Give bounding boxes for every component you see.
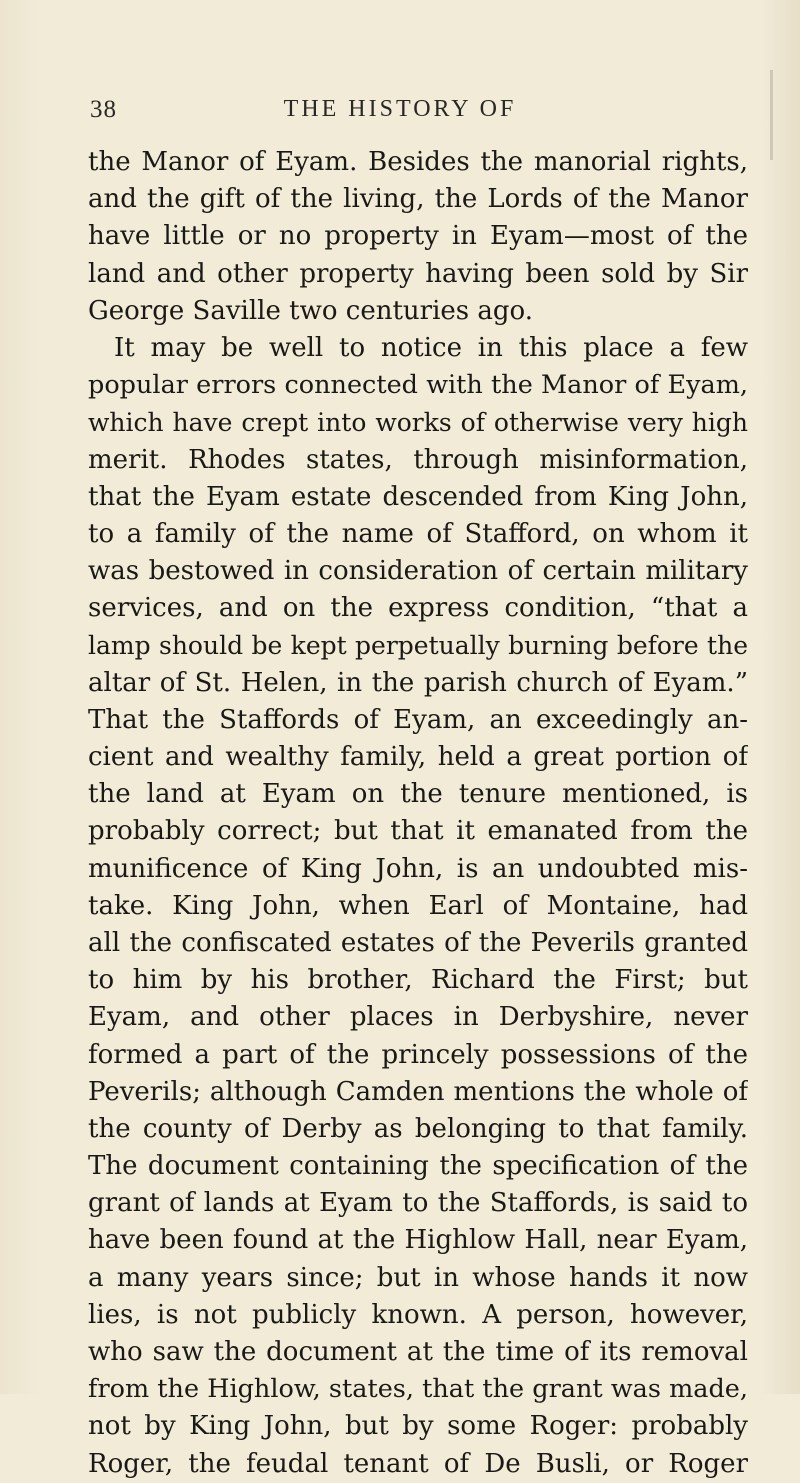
text-line: Eyam, and other places in Derbyshire, never xyxy=(88,1002,748,1033)
text-line: from the Highlow, states, that the grant was made, xyxy=(88,1374,748,1405)
text-line: George Saville two centuries ago. xyxy=(88,295,533,326)
text-line: to a family of the name of Stafford, on whom it xyxy=(88,518,748,549)
text-line: The document containing the specification of the xyxy=(88,1151,748,1182)
text-line: It may be well to notice in this place a few xyxy=(114,332,748,363)
running-head: THE HISTORY OF xyxy=(283,96,517,122)
text-line: probably correct; but that it emanated from the xyxy=(88,816,748,847)
body-text xyxy=(88,144,748,1483)
text-line: that the Eyam estate descended from King John, xyxy=(88,481,748,512)
text-line: Peverils; although Camden mentions the whole of xyxy=(88,1076,748,1107)
text-line: munificence of King John, is an undoubted mis- xyxy=(88,853,748,884)
text-line: services, and on the express condition, “that a xyxy=(88,593,748,624)
text-line: not by King John, but by some Roger: probably xyxy=(88,1411,748,1442)
text-line: land and other property having been sold by Sir xyxy=(88,258,748,289)
text-line: which have crept into works of otherwise very high xyxy=(88,408,748,438)
text-line: merit. Rhodes states, through misinformation, xyxy=(88,444,748,475)
text-line: to him by his brother, Richard the First; but xyxy=(88,965,748,996)
text-line: altar of St. Helen, in the parish church of Eyam.” xyxy=(88,667,748,698)
text-line: That the Staffords of Eyam, an exceedingly an- xyxy=(88,704,748,735)
text-line: was bestowed in consideration of certain military xyxy=(88,556,748,587)
text-line: the county of Derby as belonging to that family. xyxy=(88,1113,748,1144)
text-line: all the confiscated estates of the Peverils granted xyxy=(88,927,748,958)
text-line: have little or no property in Eyam—most of the xyxy=(88,221,748,252)
text-line: lies, is not publicly known. A person, however, xyxy=(88,1299,748,1330)
text-line: formed a part of the princely possessions of the xyxy=(88,1039,748,1070)
text-line: and the gift of the living, the Lords of the Manor xyxy=(88,184,748,215)
page-header xyxy=(0,96,800,136)
text-line: the Manor of Eyam. Besides the manorial rights, xyxy=(88,147,748,177)
text-line: Roger, the feudal tenant of De Busli, or Roger xyxy=(88,1448,748,1479)
text-line: cient and wealthy family, held a great portion of xyxy=(88,742,748,772)
text-line: the land at Eyam on the tenure mentioned, is xyxy=(88,779,748,810)
text-line: who saw the document at the time of its removal xyxy=(88,1337,748,1367)
text-line: have been found at the Highlow Hall, near Eyam, xyxy=(88,1225,748,1256)
text-line: lamp should be kept perpetually burning before the xyxy=(88,631,748,661)
page-number: 38 xyxy=(90,96,117,123)
text-line: a many years since; but in whose hands it now xyxy=(88,1262,748,1293)
text-line: popular errors connected with the Manor of Eyam, xyxy=(88,370,748,401)
text-line: take. King John, when Earl of Montaine, had xyxy=(88,890,748,921)
text-line: grant of lands at Eyam to the Staffords, is said to xyxy=(88,1188,748,1219)
